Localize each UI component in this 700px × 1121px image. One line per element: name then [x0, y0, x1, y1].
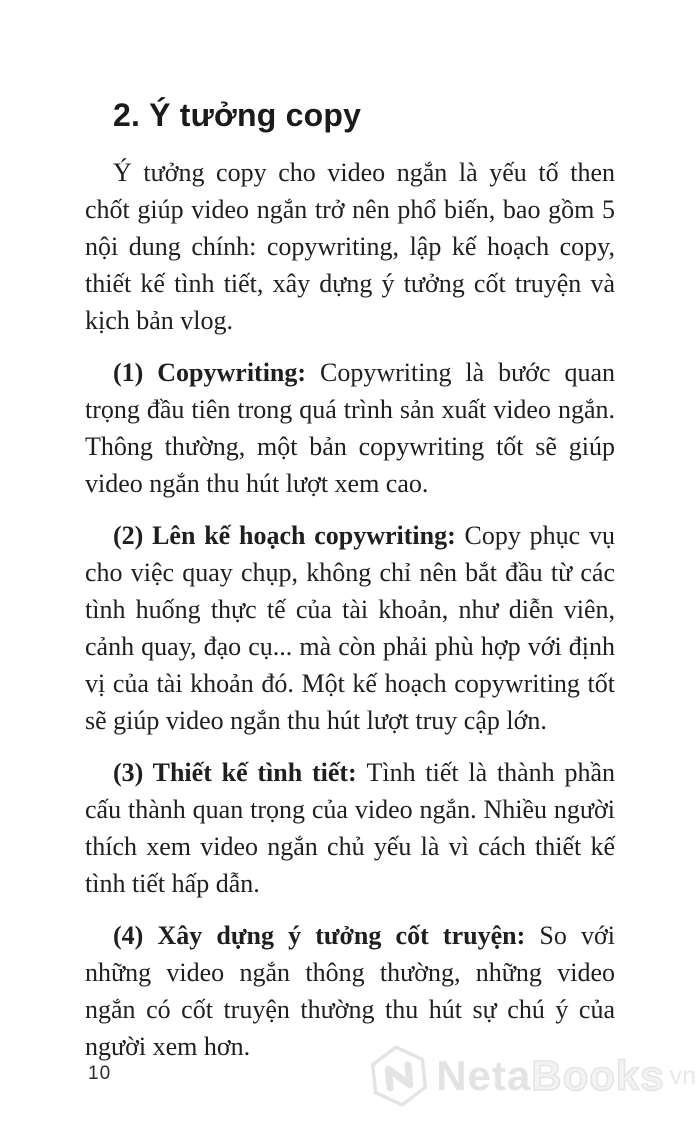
page-footer [0, 1031, 700, 1121]
paragraph-plan-copywriting [85, 517, 615, 739]
paragraph-text: Copy phục vụ cho việc quay chụp, không chỉ nên bắt đầu từ các tình huống thực tế của tài khoản, như diễn viên, cảnh quay, đạo cụ... mà còn phải phù hợp với định vị của tài khoản đó. Một kế hoạch copywriting tốt sẽ giúp video ngắn thu hút lượt truy cập lớn. [85, 521, 615, 735]
paragraph-lead: (4) Xây dựng ý tưởng cốt truyện: [113, 921, 540, 950]
section-title: 2. Ý tưởng copy [113, 97, 362, 133]
paragraph-lead: (1) Copywriting: [113, 358, 320, 387]
paragraph-lead: (2) Lên kế hoạch copywriting: [113, 521, 465, 550]
paragraph-text: So với những video ngắn thông thường, những video ngắn có cốt truyện thường thu hút sự chú ý của người xem hơn. [85, 921, 616, 1061]
page-content [0, 96, 700, 1065]
paragraph-plot-design [85, 754, 615, 902]
paragraph-intro [85, 154, 615, 339]
paragraph-lead: (3) Thiết kế tình tiết: [113, 758, 367, 787]
watermark-brand-neta: Neta [436, 1052, 532, 1099]
page-number: 10 [88, 1063, 112, 1084]
netabooks-logo-icon [370, 1045, 428, 1107]
watermark-tld: vn [669, 1061, 696, 1090]
paragraph-copywriting [85, 354, 615, 502]
paragraph-text: Copywriting là bước quan trọng đầu tiên trong quá trình sản xuất video ngắn. Thông thường, một bản copywriting tốt sẽ giúp video ngắn thu hút lượt xem cao. [85, 358, 615, 498]
watermark-brand-books: Books [531, 1052, 665, 1099]
netabooks-watermark [370, 1045, 696, 1107]
paragraph-text: Tình tiết là thành phần cấu thành quan trọng của video ngắn. Nhiều người thích xem video ngắn chủ yếu là vì cách thiết kế tình tiết hấp dẫn. [85, 758, 615, 898]
paragraph-text: Ý tưởng copy cho video ngắn là yếu tố then chốt giúp video ngắn trở nên phổ biến, bao gồm 5 nội dung chính: copywriting, lập kế hoạch copy, thiết kế tình tiết, xây dựng ý tưởng cốt truyện và kịch bản vlog. [85, 158, 615, 335]
